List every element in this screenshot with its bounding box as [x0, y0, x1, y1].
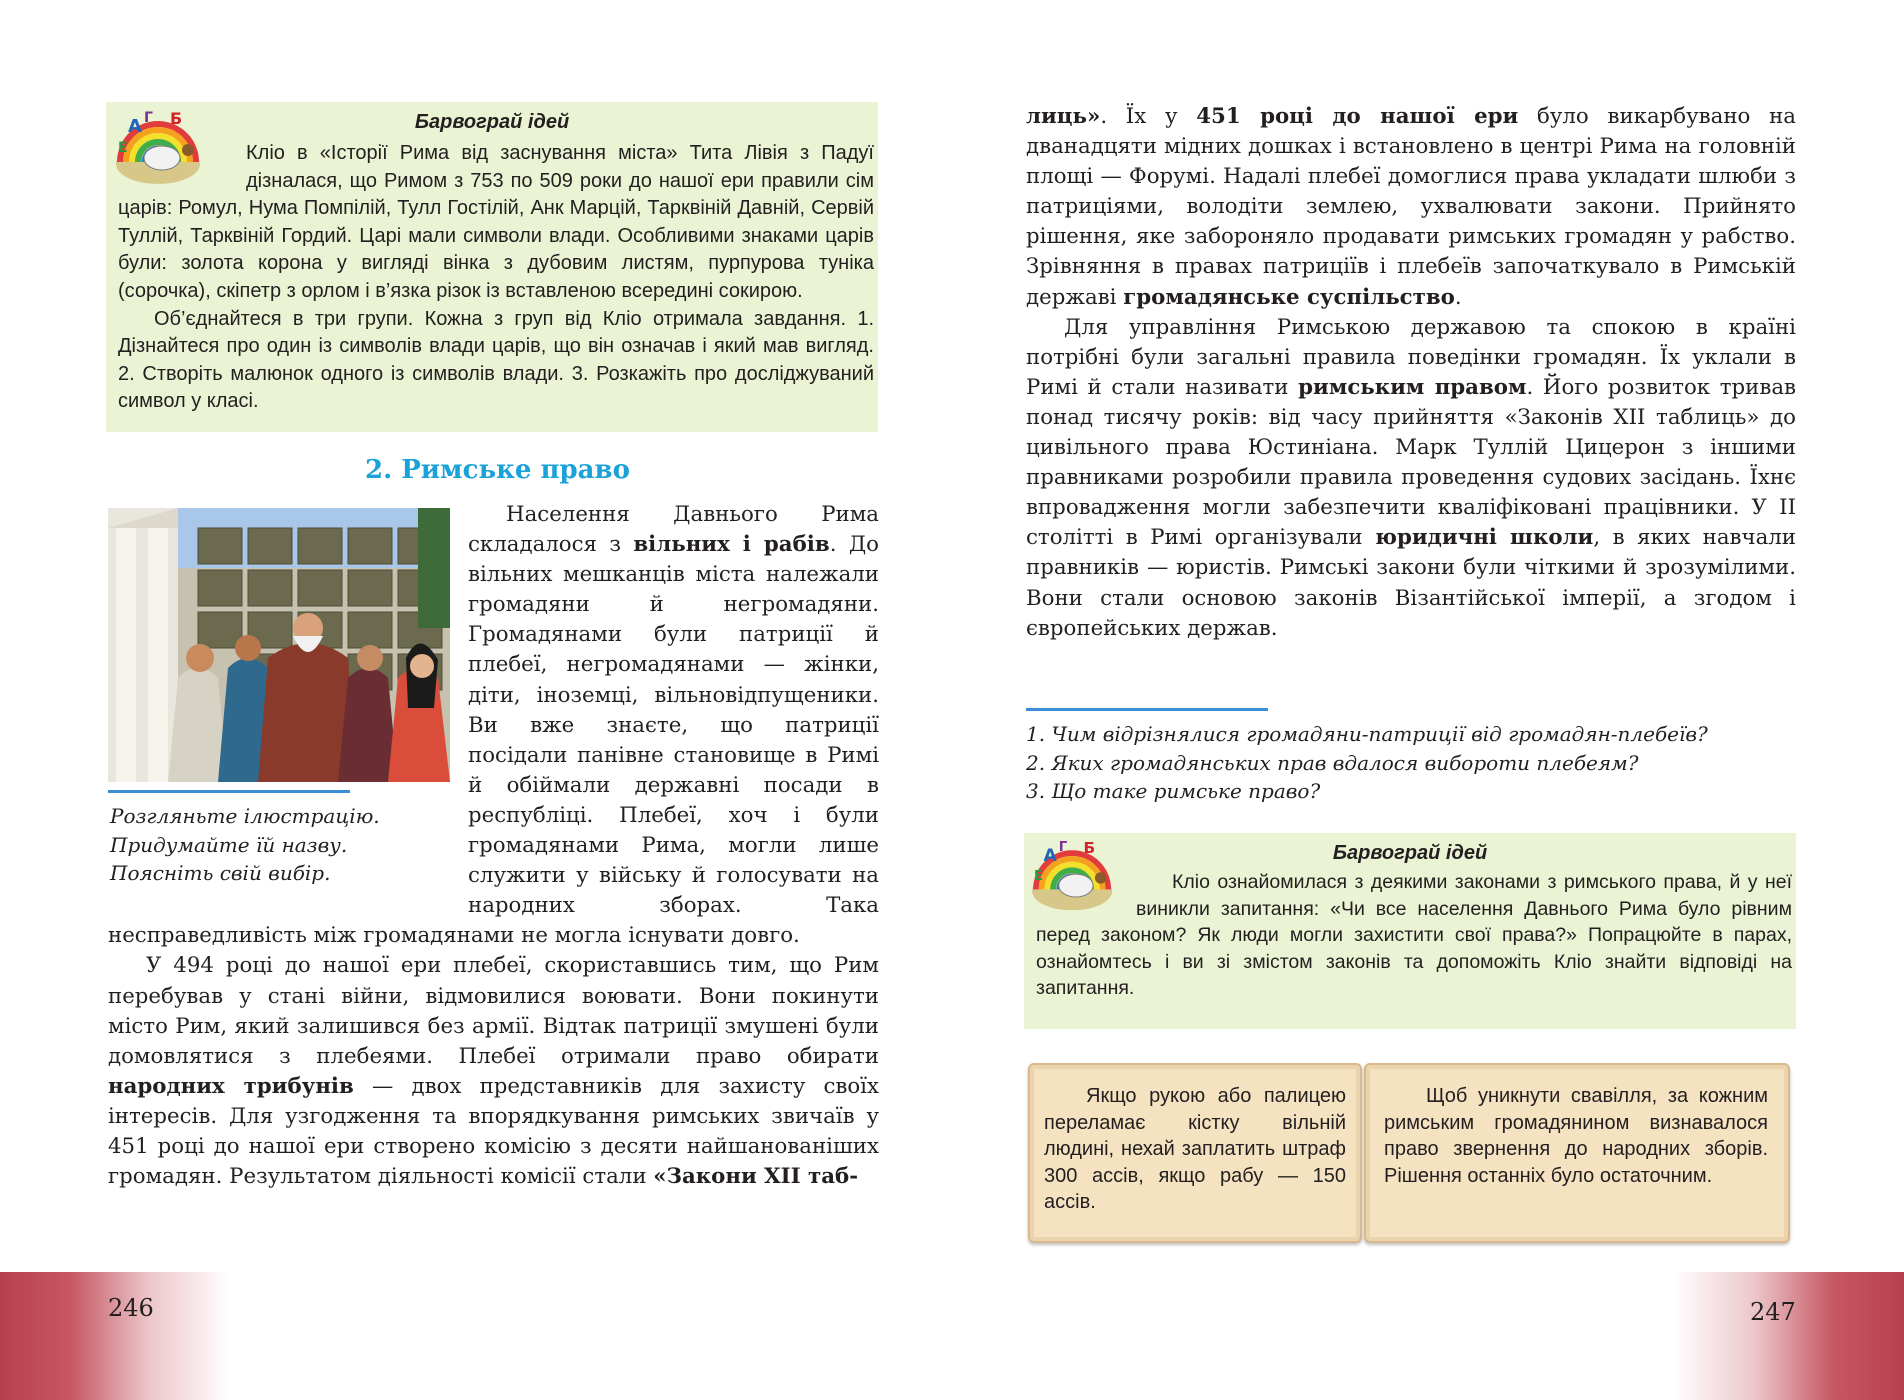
klio-logo-icon: [114, 106, 206, 190]
law-card-text: Якщо рукою або палицею переламає кістку вільній людині, нехай заплатить штраф 300 ассів, якщо рабу — 150 ассів.: [1044, 1085, 1346, 1213]
svg-text:A: A: [128, 116, 142, 137]
right-paragraph-2: Для управління Римською державою та спокою в країні потрібні були загальні правила поведінки громадян. Їх уклали в Римі й стали називати римським правом. Його розвиток тривав понад тисячу років: від часу прийняття «Законів XII таблиць» до цивільного права Юстиніана. Марк Туллій Цицерон з іншими правниками розробили правила проведення судових засідань. Їхнє впровадження могли забезпечити кваліфіковані працівники. У II столітті в Римі організували юридичні школи, в яких навчали правників — юристів. Римські закони були чіткими й зрозумілими. Вони стали основою законів Візантійської імперії, а згодом і європейських держав.: [1026, 314, 1797, 641]
question-item: 1. Чим відрізнялися громадяни-патриції від громадян-плебеїв?: [1026, 722, 1708, 746]
left-body-text: [108, 500, 879, 1192]
idea-box-paragraph-1: Кліо в «Історії Рима від заснування міста» Тита Лівія з Падуї дізналася, що Римом з 753 по 509 роки до нашої ери правили сім царів: Ромул, Нума Помпілій, Тулл Гостілій, Анк Марцій, Тарквіній Давній, Сервій Туллій, Тарквіній Гордий. Царі мали символи влади. Особливими знаками царів були: золота корона у вигляді вінка з дубовим листям, пурпурова туніка (сорочка), скіпетр з орлом і в’язка різок із вставленою всередині сокирою.: [118, 142, 874, 302]
questions-rule: [1026, 708, 1268, 711]
idea-box-paragraph-2: Об’єднайтеся в три групи. Кожна з груп від Кліо отримала завдання. 1. Дізнайтеся про один із символів влади царів, що він означав і який мав вигляд. 2. Створіть малюнок одного із символів влади. 3. Розкажіть про досліджуваний символ у класі.: [118, 307, 874, 413]
svg-text:E: E: [1034, 868, 1044, 884]
section-title: 2. Римське право: [365, 455, 630, 485]
law-card-1: [1028, 1063, 1362, 1243]
idea-box-left: [106, 102, 878, 432]
idea-box-paragraph: Кліо ознайомилася з деякими законами з римського права, й у неї виникли запитання: «Чи все населення Давнього Рима було рівним перед законом? Як люди могли захистити свої права?» Попрацюйте в парах, ознайомтесь і ви зі змістом законів та допоможіть Кліо знайти відповіді на запитання.: [1036, 871, 1792, 999]
svg-text:Г: Г: [144, 110, 153, 126]
idea-box-title: Барвограй ідей: [414, 111, 570, 133]
left-paragraph-2: У 494 році до нашої ери плебеї, скориставшись тим, що Рим перебував у стані війни, відмовилися воювати. Вони покинути місто Рим, який залишився без армії. Відтак патриції змушені були домовлятися з плебеями. Плебеї отримали право обирати народних трибунів — двох представників для захисту своїх інтересів. Для узгодження та впорядкування римських звичаїв у 451 році до нашої ери створено комісію з десяти найшанованіших громадян. Результатом діяльності комісії стали «Закони XII таб-: [108, 953, 880, 1190]
bold-term-roman-law: римським правом: [1298, 374, 1527, 400]
bold-term-tribunes: народних трибунів: [108, 1073, 354, 1099]
bold-term-civil-society: громадянське суспільство: [1123, 284, 1455, 310]
caption-line-2: Придумайте їй назву.: [110, 832, 348, 857]
bold-term-451: 451 році до нашої ери: [1196, 104, 1519, 129]
idea-box-title: Барвограй ідей: [1332, 842, 1488, 864]
svg-text:Б: Б: [170, 109, 183, 128]
svg-text:E: E: [118, 140, 128, 156]
footer-band-left: [0, 1272, 952, 1400]
idea-box-text: [118, 140, 874, 416]
bold-term-twelve-tables: «Закони XII таб-: [653, 1164, 859, 1190]
question-item: 3. Що таке римське право?: [1026, 779, 1321, 803]
right-paragraph-1: лиць». Їх у 451 році до нашої ери було викарбувано на дванадцяти мідних дошках і встановлено в центрі Рима на головній площі — Форумі. Надалі плебеї домоглися права укладати шлюби з патриціями, володіти землею, ухвалювати закони. Прийнято рішення, яке забороняло продавати римських громадян у рабство. Зрівняння в правах патриціїв і плебеїв започаткувало в Римській державі громадянське суспільство.: [1026, 104, 1796, 310]
page-number-left: 246: [108, 1294, 154, 1322]
idea-box-right: [1024, 833, 1796, 1029]
left-paragraph-1: Населення Давнього Рима складалося з вільних і рабів. До вільних мешканців міста належали громадяни й негромадяни. Громадянами були патриції й плебеї, негромадянами — жінки, діти, іноземці, вільновідпущеники. Ви вже знаєте, що патриції посідали панівне становище в Римі й обіймали державні посади в республіці. Плебеї, хоч і були громадянами Рима, могли лише служити у війську й голосувати на народних зборах. Така несправедливість між громадянами не могла існувати довго.: [108, 502, 879, 949]
caption-line-1: Розгляньте ілюстрацію.: [110, 804, 380, 828]
image-float-spacer: [108, 500, 468, 920]
caption-line-3: Поясніть свій вибір.: [110, 861, 331, 885]
footer-band-right: [952, 1272, 1904, 1400]
klio-logo-icon: [1030, 836, 1118, 916]
svg-text:Б: Б: [1083, 839, 1096, 858]
svg-text:A: A: [1043, 845, 1057, 866]
law-card-2: [1364, 1063, 1790, 1243]
svg-text:Г: Г: [1058, 840, 1068, 856]
questions-list: [1026, 720, 1708, 806]
bold-term-free-and-slaves: вільних і рабів: [633, 532, 830, 558]
law-card-text: Щоб уникнути свавілля, за кожним римським громадянином визнавалося право звернення до народних зборів. Рішення останніх було остаточним.: [1384, 1085, 1768, 1187]
right-body-text: [1026, 102, 1796, 644]
question-item: 2. Яких громадянських прав вдалося вибороти плебеям?: [1026, 750, 1639, 775]
page-number-right: 247: [1750, 1298, 1796, 1326]
bold-term-law-schools: юридичні школи: [1375, 525, 1594, 551]
idea-box-text: [1036, 869, 1792, 1002]
